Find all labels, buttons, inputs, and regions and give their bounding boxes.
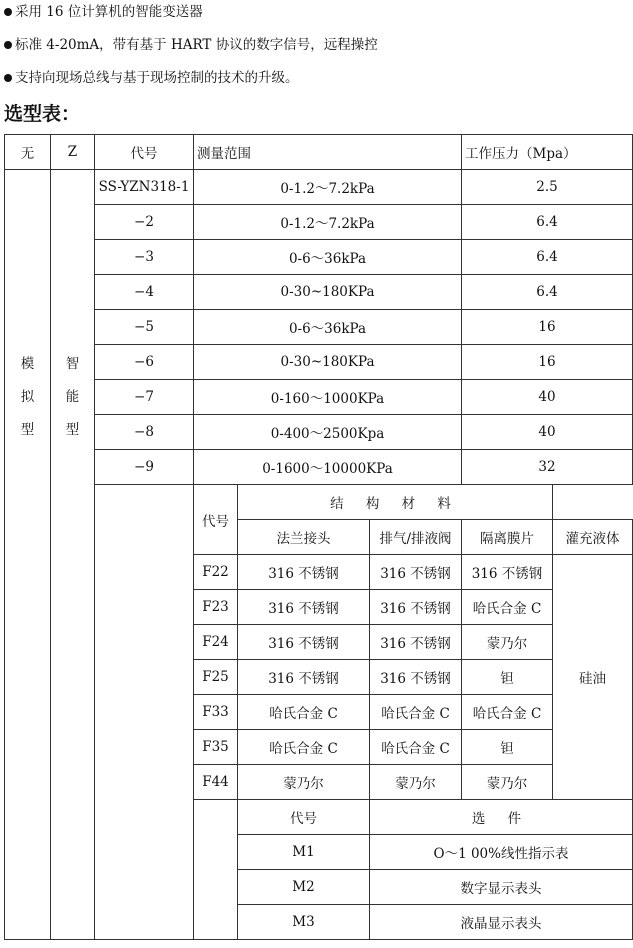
materials-col-diaphragm: 隔离膜片 [462, 520, 553, 555]
material-code: F23 [194, 590, 238, 625]
header-cell: Z [51, 135, 95, 170]
option-desc: 液晶显示表头 [370, 905, 633, 940]
model-range: 0-6～36kPa [194, 310, 462, 345]
materials-title-row [5, 485, 633, 520]
model-pressure: 40 [462, 380, 633, 415]
bullet-dot-icon [4, 74, 12, 82]
option-desc: O～1 00%线性指示表 [370, 835, 633, 870]
header-cell: 无 [5, 135, 51, 170]
bullet-text: 支持向现场总线与基于现场控制的技术的升级。 [15, 70, 299, 86]
model-range: 0-1.2～7.2kPa [194, 205, 462, 240]
materials-code-label: 代号 [194, 485, 238, 555]
materials-title: 结 构 材 料 [238, 485, 553, 520]
option-code: M1 [238, 835, 370, 870]
material-fill-fluid: 硅油 [553, 555, 633, 800]
model-range: 0-30~180KPa [194, 345, 462, 380]
model-row [5, 415, 633, 450]
material-code: F33 [194, 695, 238, 730]
model-pressure: 40 [462, 415, 633, 450]
model-row [5, 240, 633, 275]
model-code: −4 [95, 275, 194, 310]
group-analog-cell [5, 170, 51, 940]
material-vent: 哈氏合金 C [370, 730, 462, 765]
model-code: −8 [95, 415, 194, 450]
bullet-1 [4, 2, 203, 22]
group-label-char: 型 [20, 422, 35, 438]
model-pressure: 16 [462, 310, 633, 345]
model-row [5, 310, 633, 345]
indent-cell [95, 800, 194, 940]
options-code-label: 代号 [238, 800, 370, 835]
material-diaphragm: 钽 [462, 660, 553, 695]
header-cell: 测量范围 [194, 135, 462, 170]
material-code: F44 [194, 765, 238, 800]
group-label-char: 模 [20, 356, 35, 372]
bullet-2 [4, 35, 378, 55]
model-range: 0-1600～10000KPa [194, 450, 462, 485]
material-code: F35 [194, 730, 238, 765]
model-code: −5 [95, 310, 194, 345]
group-label-char: 智 [65, 356, 80, 372]
material-flange: 316 不锈钢 [238, 590, 370, 625]
model-pressure: 6.4 [462, 205, 633, 240]
material-code: F25 [194, 660, 238, 695]
model-pressure: 32 [462, 450, 633, 485]
material-diaphragm: 哈氏合金 C [462, 590, 553, 625]
material-flange: 蒙乃尔 [238, 765, 370, 800]
bullet-text: 标准 4-20mA，带有基于 HART 协议的数字信号，远程操控 [15, 37, 378, 53]
option-code: M2 [238, 870, 370, 905]
model-code: −6 [95, 345, 194, 380]
materials-col-flange: 法兰接头 [238, 520, 370, 555]
material-flange: 哈氏合金 C [238, 730, 370, 765]
material-code: F22 [194, 555, 238, 590]
model-row [5, 205, 633, 240]
bullet-text: 采用 16 位计算机的智能变送器 [15, 4, 203, 20]
model-pressure: 2.5 [462, 170, 633, 205]
header-cell: 代号 [95, 135, 194, 170]
model-range: 0-400～2500Kpa [194, 415, 462, 450]
material-diaphragm: 哈氏合金 C [462, 695, 553, 730]
material-diaphragm: 钽 [462, 730, 553, 765]
group-label-char: 拟 [20, 389, 35, 405]
group-smart-cell [51, 170, 95, 940]
material-code: F24 [194, 625, 238, 660]
model-code: SS-YZN318-1 [95, 170, 194, 205]
material-diaphragm: 蒙乃尔 [462, 625, 553, 660]
option-code: M3 [238, 905, 370, 940]
material-diaphragm: 蒙乃尔 [462, 765, 553, 800]
selection-table [4, 134, 633, 940]
model-code: −2 [95, 205, 194, 240]
model-pressure: 6.4 [462, 240, 633, 275]
model-row [5, 275, 633, 310]
section-heading: 选型表： [4, 103, 81, 125]
option-desc: 数字显示表头 [370, 870, 633, 905]
model-range: 0-6～36kPa [194, 240, 462, 275]
model-row [5, 170, 633, 205]
group-label-char: 型 [65, 422, 80, 438]
material-flange: 316 不锈钢 [238, 555, 370, 590]
indent-cell [95, 485, 194, 800]
materials-col-fluid: 灌充液体 [553, 520, 633, 555]
model-code: −7 [95, 380, 194, 415]
header-row [5, 135, 633, 170]
group-label-char: 能 [65, 389, 80, 405]
model-pressure: 6.4 [462, 275, 633, 310]
model-row [5, 450, 633, 485]
material-flange: 哈氏合金 C [238, 695, 370, 730]
bullet-dot-icon [4, 41, 12, 49]
model-pressure: 16 [462, 345, 633, 380]
model-row [5, 345, 633, 380]
model-range: 0-160～1000KPa [194, 380, 462, 415]
indent-cell [194, 800, 238, 940]
material-vent: 蒙乃尔 [370, 765, 462, 800]
material-flange: 316 不锈钢 [238, 660, 370, 695]
materials-col-vent: 排气/排液阀 [370, 520, 462, 555]
model-row [5, 380, 633, 415]
options-title-row [5, 800, 633, 835]
bullet-3 [4, 68, 299, 88]
material-diaphragm: 316 不锈钢 [462, 555, 553, 590]
options-title: 选 件 [370, 800, 633, 835]
model-range: 0-30~180KPa [194, 275, 462, 310]
model-code: −9 [95, 450, 194, 485]
model-code: −3 [95, 240, 194, 275]
material-vent: 316 不锈钢 [370, 590, 462, 625]
material-vent: 316 不锈钢 [370, 660, 462, 695]
material-flange: 316 不锈钢 [238, 625, 370, 660]
header-cell: 工作压力（Mpa） [462, 135, 633, 170]
material-vent: 316 不锈钢 [370, 625, 462, 660]
material-vent: 316 不锈钢 [370, 555, 462, 590]
bullet-dot-icon [4, 8, 12, 16]
material-vent: 哈氏合金 C [370, 695, 462, 730]
model-range: 0-1.2～7.2kPa [194, 170, 462, 205]
